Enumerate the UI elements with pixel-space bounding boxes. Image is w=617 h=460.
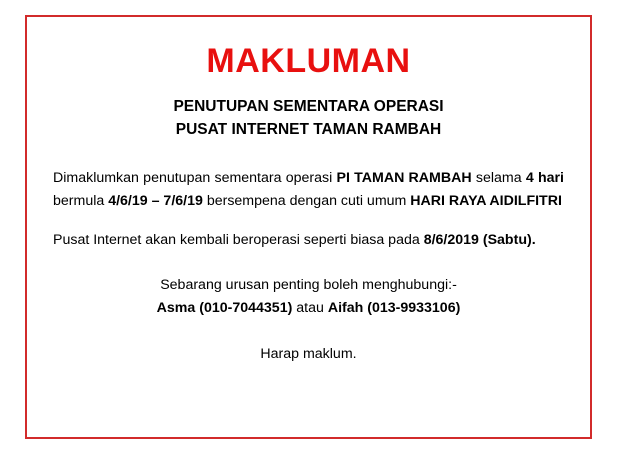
notice-body bbox=[53, 167, 564, 252]
notice-content bbox=[27, 17, 590, 362]
paragraph-2-bold-reopen-date: 8/6/2019 (Sabtu). bbox=[423, 232, 536, 249]
paragraph-1-bold-center-name: PI TAMAN RAMBAH bbox=[336, 170, 472, 187]
contact-person-1: Asma (010-7044351) bbox=[156, 300, 293, 317]
paragraph-1-text-3: bermula bbox=[53, 193, 109, 210]
paragraph-1-text-2: selama bbox=[471, 170, 526, 187]
contact-conjunction: atau bbox=[292, 300, 328, 317]
notice-subtitle-line-1: PENUTUPAN SEMENTARA OPERASI bbox=[173, 98, 444, 116]
paragraph-1-text-4: bersempena dengan cuti umum bbox=[202, 193, 411, 210]
paragraph-1-bold-holiday: HARI RAYA AIDILFITRI bbox=[410, 193, 562, 210]
paragraph-1-text-1: Dimaklumkan penutupan sementara operasi bbox=[53, 170, 337, 187]
notice-subtitle bbox=[53, 96, 564, 141]
notice-paragraph-1 bbox=[53, 167, 564, 213]
contact-persons-line bbox=[53, 297, 564, 320]
page-title: MAKLUMAN bbox=[206, 42, 411, 80]
notice-border-frame bbox=[25, 15, 592, 439]
paragraph-1-bold-dates: 4/6/19 – 7/6/19 bbox=[108, 193, 203, 210]
paragraph-2-text-1: Pusat Internet akan kembali beroperasi seperti biasa pada bbox=[53, 232, 424, 249]
paragraph-1-bold-duration: 4 hari bbox=[525, 170, 564, 187]
contact-intro-line: Sebarang urusan penting boleh menghubungi:- bbox=[160, 277, 457, 294]
closing-line: Harap maklum. bbox=[260, 346, 357, 363]
notice-paragraph-2 bbox=[53, 229, 564, 252]
contact-person-2: Aifah (013-9933106) bbox=[327, 300, 461, 317]
notice-subtitle-line-2: PUSAT INTERNET TAMAN RAMBAH bbox=[175, 120, 442, 138]
